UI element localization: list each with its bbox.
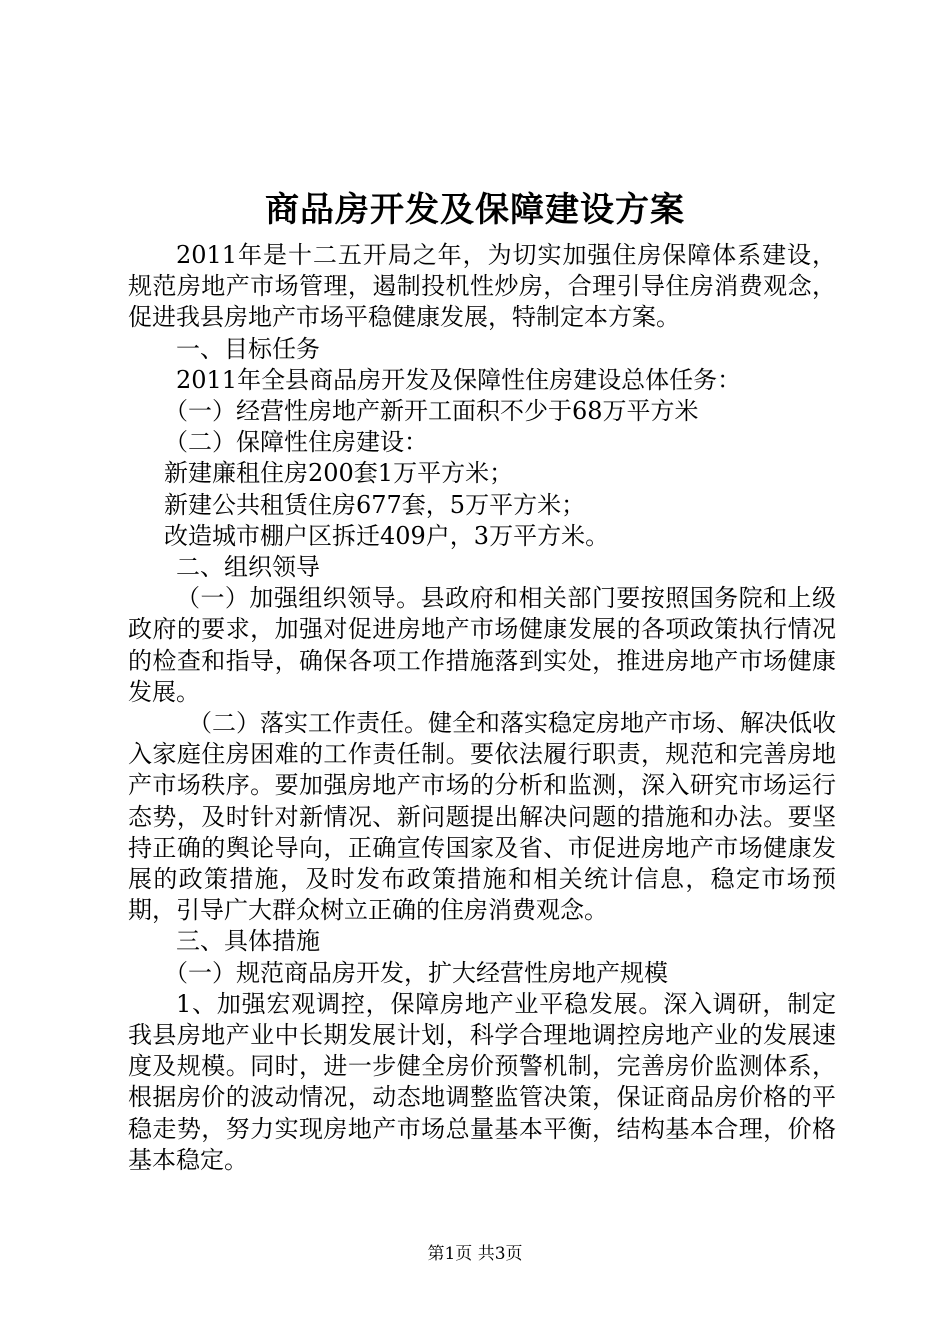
document-title: 商品房开发及保障建设方案 [265, 190, 685, 230]
measures-paragraph-1: 1、加强宏观调控，保障房地产业平稳发展。深入调研，制定我县房地产业中长期发展计划，科学合理地调控房地产业的发展速度及规模。同时，进一步健全房价预警机制，完善房价监测体系，根据房价的波动情况，动态地调整监管决策，保证商品房价格的平稳走势，努力实现房地产市场总量基本平衡，结构基本合理，价格基本稳定。 [128, 989, 836, 1174]
goal-subitem-publicrent: 新建公共租赁住房677套，5万平方米； [164, 490, 586, 519]
section-heading-goals: 一、目标任务 [176, 334, 320, 363]
goal-item-affordable: （二）保障性住房建设： [164, 428, 428, 457]
leadership-paragraph-2: （二）落实工作责任。健全和落实稳定房地产市场、解决低收入家庭住房困难的工作责任制。要依法履行职责，规范和完善房地产市场秩序。要加强房地产市场的分析和监测，深入研究市场运行态势，及时针对新情况、新问题提出解决问题的措施和办法。要坚持正确的舆论导向，正确宣传国家及省、市促进房地产市场健康发展的政策措施，及时发布政策措施和相关统计信息，稳定市场预期，引导广大群众树立正确的住房消费观念。 [128, 709, 836, 925]
goal-subitem-lowrent: 新建廉租住房200套1万平方米； [164, 459, 514, 488]
section-heading-measures: 三、具体措施 [176, 927, 320, 956]
section-heading-leadership: 二、组织领导 [176, 553, 320, 582]
document-body [128, 240, 836, 1176]
goal-item-commercial: （一）经营性房地产新开工面积不少于68万平方米 [164, 397, 699, 426]
goal-subitem-shantytown: 改造城市棚户区拆迁409户，3万平方米。 [164, 521, 610, 550]
leadership-paragraph-1: （一）加强组织领导。县政府和相关部门要按照国务院和上级政府的要求，加强对促进房地产市场健康发展的各项政策执行情况的检查和指导，确保各项工作措施落到实处，推进房地产市场健康发展。 [128, 584, 836, 706]
goals-summary: 2011年全县商品房开发及保障性住房建设总体任务： [176, 365, 742, 394]
page-footer: 第1页 共3页 [427, 1244, 523, 1264]
measures-subheading-1: （一）规范商品房开发，扩大经营性房地产规模 [164, 958, 668, 987]
intro-paragraph: 2011年是十二五开局之年，为切实加强住房保障体系建设，规范房地产市场管理，遏制投机性炒房，合理引导住房消费观念，促进我县房地产市场平稳健康发展，特制定本方案。 [128, 241, 836, 332]
